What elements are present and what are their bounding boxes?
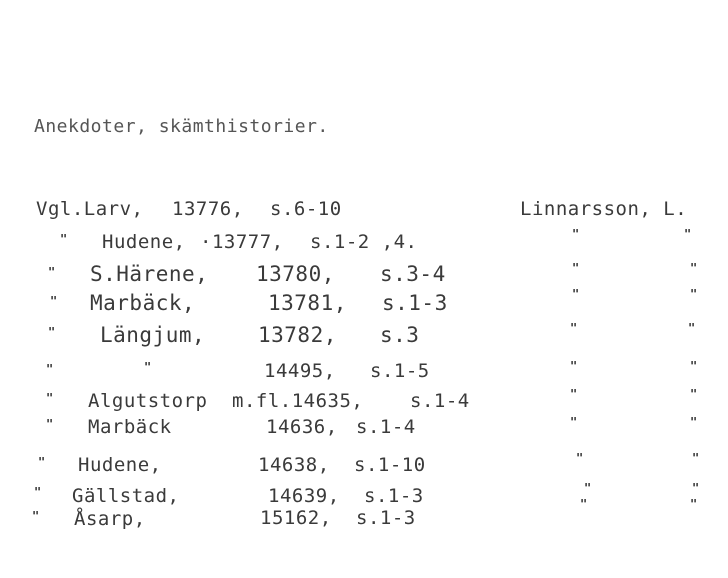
ditto-mark: "	[46, 391, 54, 405]
row-ref: 14636,	[266, 416, 338, 438]
ditto-mark: "	[690, 261, 698, 275]
ditto-mark: "	[576, 451, 584, 465]
ditto-mark: "	[688, 321, 696, 335]
ditto-mark: "	[690, 359, 698, 373]
row-ref: 15162,	[260, 507, 332, 529]
ditto-mark: "	[690, 387, 698, 401]
ditto-mark: "	[60, 232, 68, 246]
ditto-mark: "	[690, 415, 698, 429]
ditto-mark: "	[692, 451, 700, 465]
row-ref: 13782,	[258, 323, 337, 347]
row-place: Algutstorp	[88, 390, 208, 412]
row-ref: m.fl.14635,	[232, 390, 364, 412]
ditto-mark: "	[684, 227, 692, 241]
row-ref: 14639,	[268, 485, 340, 507]
row-pages: s.1-3	[364, 485, 424, 507]
ditto-mark: "	[570, 359, 578, 373]
row-ref: ·13777,	[200, 231, 284, 253]
row-pages: s.1-2 ,4.	[310, 231, 418, 253]
ditto-mark: "	[572, 261, 580, 275]
author-name: Linnarsson, L.	[520, 198, 688, 220]
row-place: Längjum,	[100, 323, 206, 347]
ditto-mark: "	[46, 417, 54, 431]
row-pages: s.1-5	[370, 360, 430, 382]
ditto-mark: "	[570, 321, 578, 335]
row-ref: 13781,	[268, 291, 347, 315]
row-ref: 14495,	[264, 360, 336, 382]
row-place: Gällstad,	[72, 485, 180, 507]
ditto-mark: "	[48, 325, 56, 339]
ditto-mark: "	[692, 481, 700, 495]
ditto-mark: "	[38, 455, 46, 469]
row-place: Vgl.Larv,	[36, 198, 144, 220]
row-pages: s.1-3	[356, 507, 416, 529]
row-place: Hudene,	[78, 454, 162, 476]
ditto-mark: "	[572, 287, 580, 301]
ditto-mark: "	[580, 497, 588, 511]
row-pages: s.3	[380, 323, 420, 347]
row-ref: 14638,	[258, 454, 330, 476]
row-pages: s.1-4	[356, 416, 416, 438]
row-pages: s.6-10	[270, 198, 342, 220]
ditto-mark: "	[584, 481, 592, 495]
row-place: Marbäck	[88, 416, 172, 438]
ditto-mark: "	[144, 360, 152, 374]
card-heading: Anekdoter, skämthistorier.	[34, 116, 329, 137]
row-place: Åsarp,	[74, 508, 146, 530]
ditto-mark: "	[32, 509, 40, 523]
row-ref: 13780,	[256, 262, 335, 286]
ditto-mark: "	[50, 294, 58, 308]
ditto-mark: "	[34, 485, 42, 499]
row-pages: s.1-4	[410, 390, 470, 412]
ditto-mark: "	[48, 265, 56, 279]
row-place: S.Härene,	[90, 262, 209, 286]
row-pages: s.1-3	[382, 291, 448, 315]
ditto-mark: "	[572, 227, 580, 241]
row-pages: s.1-10	[354, 454, 426, 476]
row-place: Marbäck,	[90, 291, 196, 315]
ditto-mark: "	[690, 497, 698, 511]
ditto-mark: "	[570, 415, 578, 429]
ditto-mark: "	[570, 387, 578, 401]
row-pages: s.3-4	[380, 262, 446, 286]
row-place: Hudene,	[102, 231, 186, 253]
ditto-mark: "	[690, 287, 698, 301]
ditto-mark: "	[46, 362, 54, 376]
row-ref: 13776,	[172, 198, 244, 220]
